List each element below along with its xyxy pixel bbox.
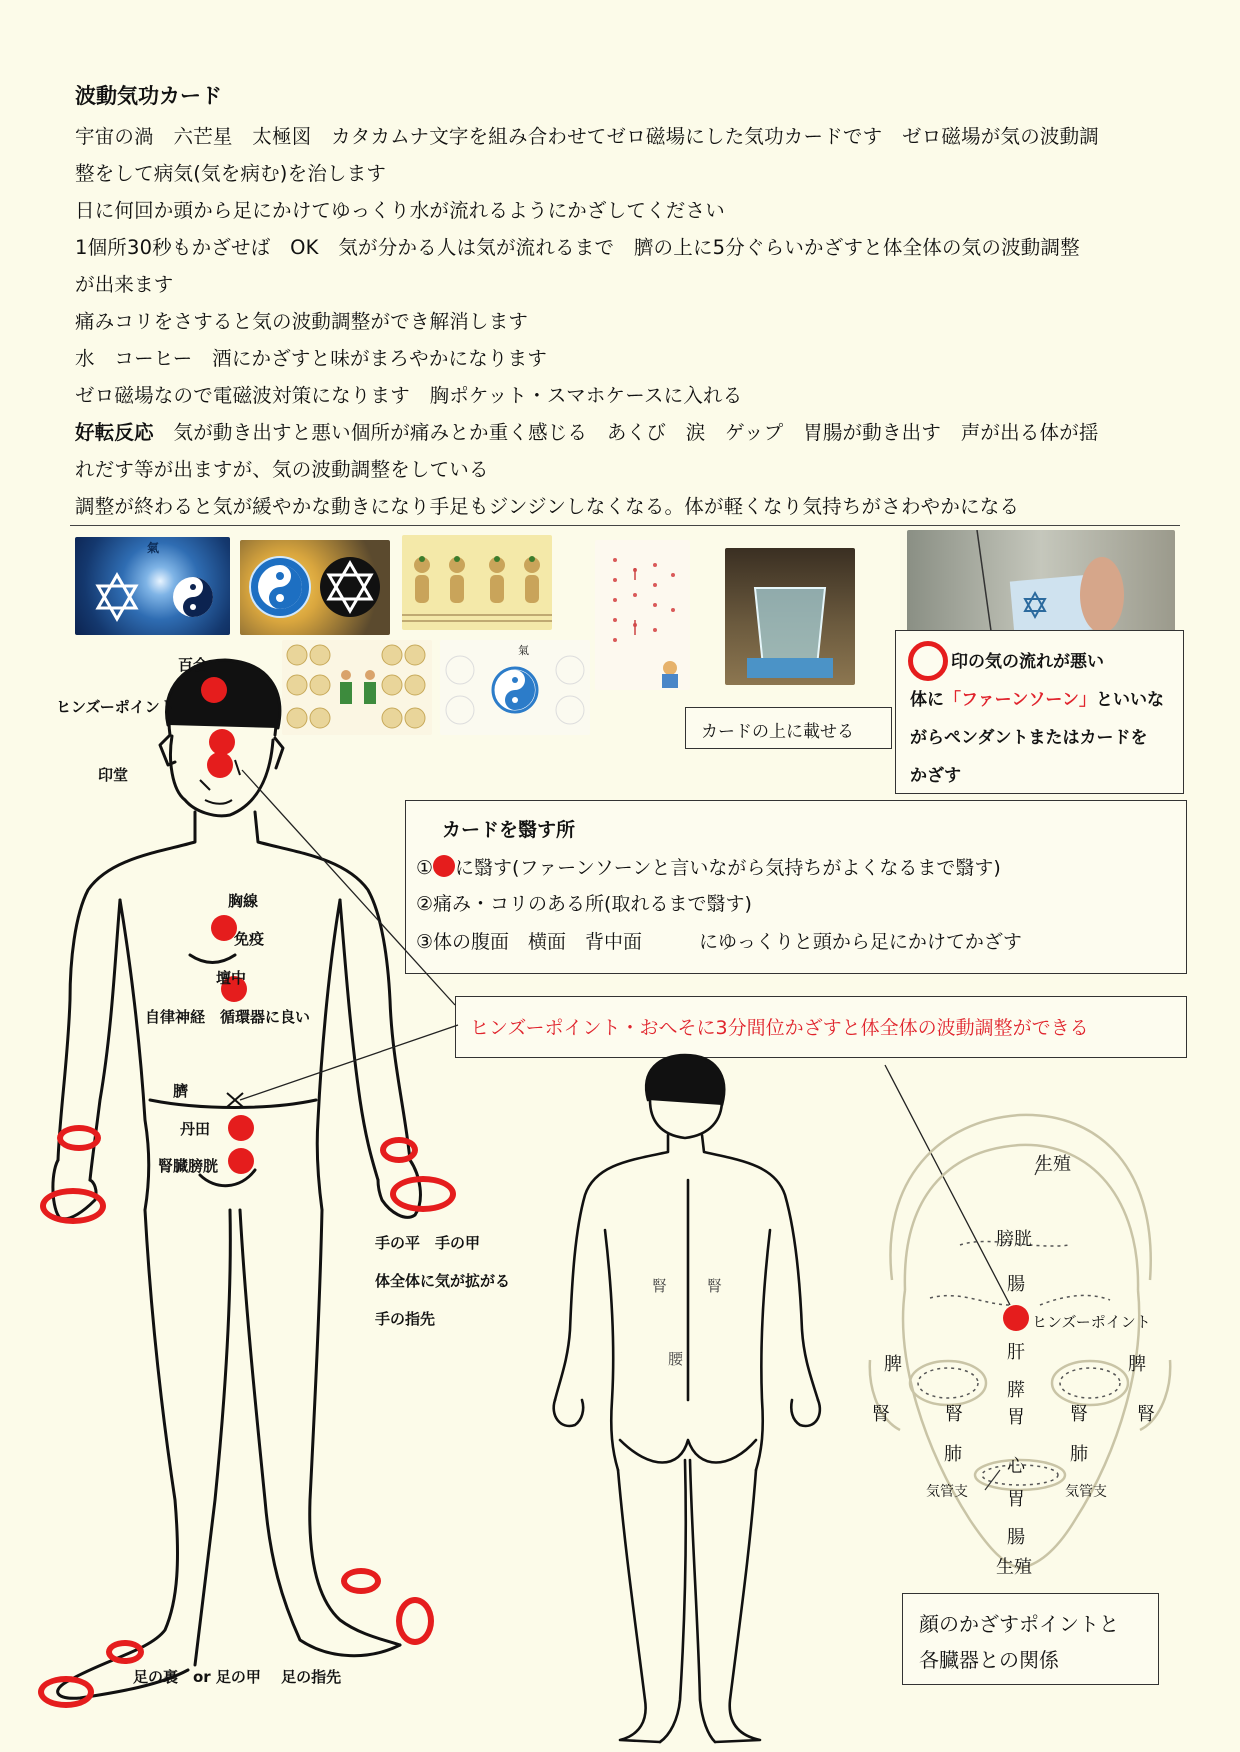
face-hi-right: 脾: [1128, 1354, 1146, 1375]
ring-note-box: 印の気の流れが悪い 体に「ファーンソーン」といいな がらペンダントまたはカードを かざす: [895, 630, 1184, 794]
face-hinzu-label: ヒンズーポイント: [1032, 1313, 1151, 1331]
label-hyakue: 百会: [178, 656, 209, 674]
face-hai-right: 肺: [1070, 1444, 1088, 1465]
jinzo-point: [228, 1148, 254, 1174]
label-foot: 足の裏 or 足の甲 足の指先: [133, 1668, 342, 1686]
galaxy-card-photo: 氣: [75, 537, 230, 635]
face-seishoku-bottom: 生殖: [996, 1557, 1032, 1578]
face-sui: 膵: [1007, 1380, 1025, 1401]
intro-line: 整をして病気(気を病む)を治します: [75, 162, 387, 185]
label-danchu: 壇中: [216, 969, 247, 987]
leader-lines: [240, 770, 1010, 1305]
face-jin-outer-left: 腎: [872, 1404, 890, 1425]
intro-line: が出来ます: [75, 273, 174, 296]
foot-ring-right: [341, 1568, 381, 1594]
face-cho-top: 腸: [1007, 1274, 1025, 1295]
where-to-hold-box: カードを翳す所 ① に翳す(ファーンソーンと言いながら気持ちがよくなるまで翳す) ②痛み・コリのある所(取れるまで翳す) ③体の腹面 横面 背中面 にゆっくりと頭から足にかけてかざす: [405, 800, 1187, 974]
tanden-point: [228, 1115, 254, 1141]
label-hinzu: ヒンズーポイント: [56, 698, 175, 716]
face-kan: 肝: [1007, 1342, 1025, 1363]
intro-line: ゼロ磁場なので電磁波対策になります 胸ポケット・スマホケースに入れる: [75, 384, 743, 407]
intro-line: 水 コーヒー 酒にかざすと味がまろやかになります: [75, 347, 548, 370]
on-card-caption: カードの上に載せる: [685, 707, 892, 749]
label-kyosen: 胸線: [228, 892, 259, 910]
indo-point: [207, 752, 233, 778]
label-heso: 臍: [173, 1082, 189, 1100]
face-cho-low: 腸: [1007, 1527, 1025, 1548]
face-hinzu-point: [1003, 1305, 1029, 1331]
toe-ring-right: [396, 1597, 434, 1645]
intro-line: 調整が終わると気が緩やかな動きになり手足もジンジンしなくなる。体が軽くなり気持ちがさわやかになる: [75, 495, 1020, 518]
face-caption-box: 顔のかざすポイントと 各臓器との関係: [902, 1593, 1159, 1685]
label-jinzo: 腎臓膀胱: [158, 1157, 219, 1175]
label-waist: 腰: [668, 1350, 684, 1368]
foot-ring-left: [106, 1640, 144, 1664]
toe-ring-left: [38, 1676, 94, 1708]
taiji-card-photo: 氣: [440, 640, 590, 735]
front-body-outline: [53, 660, 421, 1698]
face-jin-inner-left: 腎: [945, 1404, 963, 1425]
red-note-box: ヒンズーポイント・おへそに3分間位かざすと体全体の波動調整ができる: [455, 996, 1187, 1058]
face-kikanshi-left: 気管支: [926, 1484, 968, 1500]
kouten-label: 好転反応: [75, 421, 154, 444]
intro-line: 好転反応 気が動き出すと悪い個所が痛みとか重く感じる あくび 涙 ゲップ 胃腸が動き出す 声が出る体が揺: [75, 421, 1099, 444]
face-i-low: 胃: [1007, 1489, 1025, 1510]
hinzu-point: [209, 729, 235, 755]
face-jin-outer-right: 腎: [1137, 1404, 1155, 1425]
label-kidney-right: 腎: [707, 1277, 723, 1295]
face-hi-left: 脾: [884, 1354, 902, 1375]
page-title: 波動気功カード: [75, 84, 222, 108]
label-hand-3: 手の指先: [375, 1310, 436, 1328]
label-hand-1: 手の平 手の甲: [375, 1234, 481, 1252]
palm-ring-right: [380, 1137, 418, 1163]
label-indo: 印堂: [98, 766, 129, 784]
face-boko: 膀胱: [996, 1229, 1032, 1250]
intro-line: 痛みコリをさすると気の波動調整ができ解消します: [75, 310, 529, 333]
label-jiritsu: 自律神経 循環器に良い: [145, 1008, 311, 1026]
face-jin-inner-right: 腎: [1070, 1404, 1088, 1425]
label-tanden: 丹田: [180, 1120, 211, 1138]
label-hand-2: 体全体に気が拡がる: [375, 1272, 511, 1290]
face-kikanshi-right: 気管支: [1065, 1484, 1107, 1500]
finger-ring-right: [390, 1176, 456, 1212]
face-i-mid: 胃: [1007, 1407, 1025, 1428]
label-meneki: 免疫: [234, 930, 265, 948]
hyakue-point: [201, 677, 227, 703]
label-kidney-left: 腎: [652, 1277, 668, 1295]
face-hai-left: 肺: [944, 1444, 962, 1465]
palm-ring-left: [57, 1125, 101, 1151]
face-shin: 心: [1007, 1456, 1025, 1477]
face-seishoku-top: 生殖: [1035, 1154, 1071, 1175]
intro-line: 日に何回か頭から足にかけてゆっくり水が流れるようにかざしてください: [75, 199, 725, 222]
intro-line: 宇宙の渦 六芒星 太極図 カタカムナ文字を組み合わせてゼロ磁場にした気功カードです ゼロ磁場が気の波動調: [75, 125, 1100, 148]
intro-line: れだす等が出ますが、気の波動調整をしている: [75, 458, 489, 481]
intro-line: 1個所30秒もかざせば OK 気が分かる人は気が流れるまで 臍の上に5分ぐらいかざすと体全体の気の波動調整: [75, 236, 1080, 259]
back-body-outline: [554, 1055, 820, 1742]
finger-ring-left: [40, 1188, 106, 1224]
